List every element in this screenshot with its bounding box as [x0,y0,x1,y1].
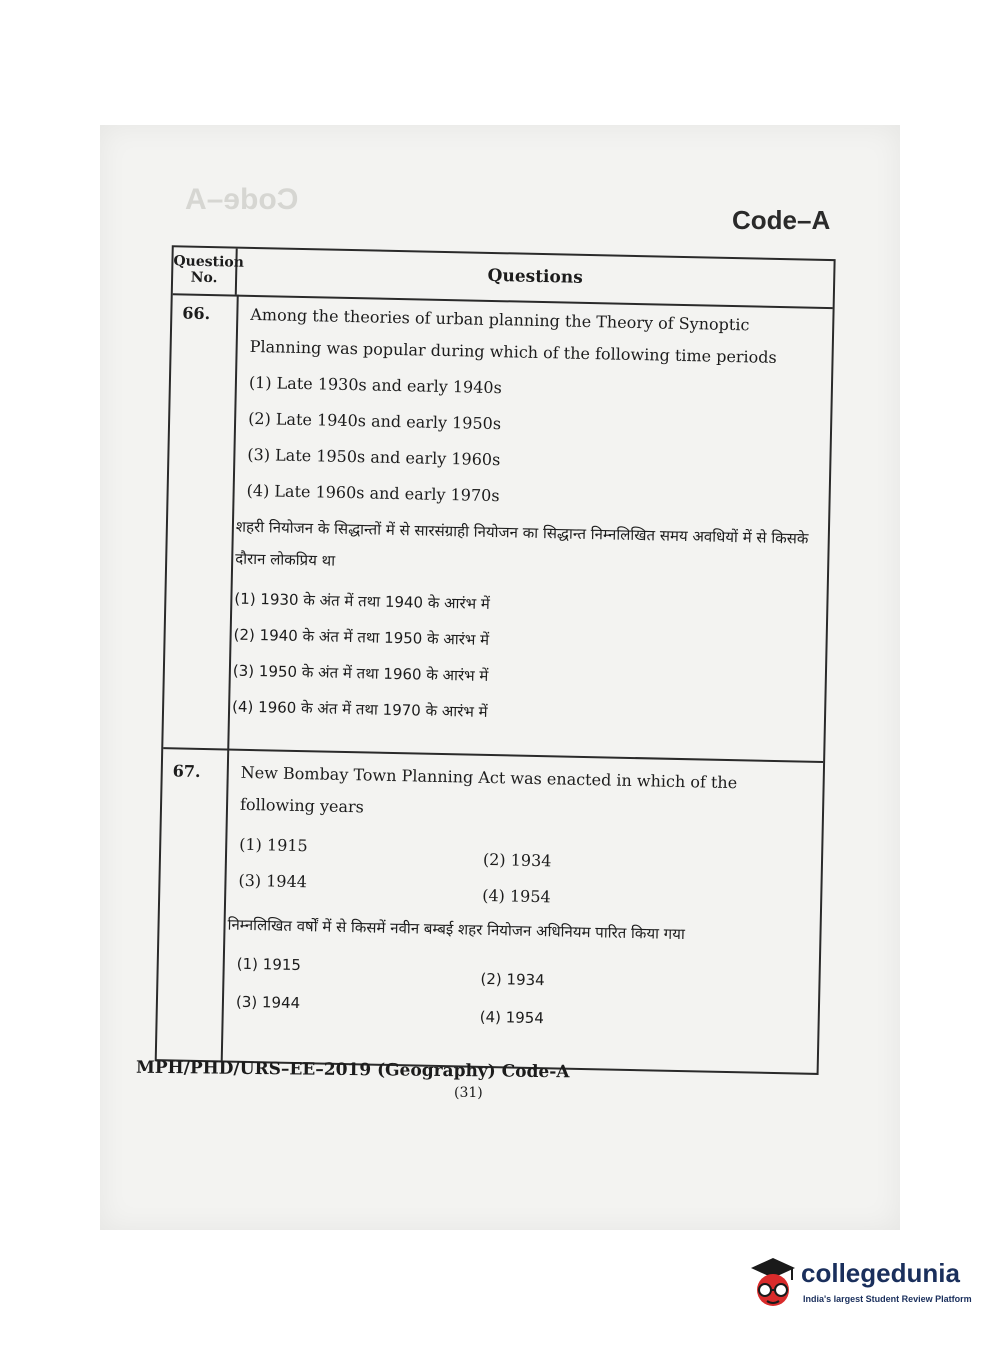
collegedunia-watermark [745,1250,975,1320]
bleed-through-text: Code–A [185,183,299,216]
question-67-text: New Bombay Town Planning Act was enacted in which of the following years [239,762,738,817]
question-67-hindi-option-4: (4) 1954 [479,1007,545,1028]
brand-tagline: India's largest Student Review Platform [803,1294,972,1304]
question-table [155,245,836,1075]
question-67-option-4: (4) 1954 [482,885,551,907]
question-67-hindi-option-3: (3) 1944 [235,992,301,1013]
code-label: Code–A [732,205,831,235]
question-67-option-1: (1) 1915 [239,834,308,856]
question-66-option-3: (3) Late 1950s and early 1960s [247,444,501,470]
question-67-number: 67. [172,761,201,781]
brand-name: collegedunia [801,1258,960,1288]
column-header-questions: Questions [487,265,583,288]
question-66-hindi-option-3: (3) 1950 के अंत में तथा 1960 के आरंभ में [232,661,489,685]
question-66-number: 66. [182,303,211,324]
page-number: (31) [454,1085,483,1101]
column-header-number: Question No. [173,247,238,294]
question-67-option-3: (3) 1944 [238,870,308,892]
question-66-hindi-option-1: (1) 1930 के अंत में तथा 1940 के आरंभ में [234,589,491,613]
question-66-hindi-option-4: (4) 1960 के अंत में तथा 1970 के आरंभ में [231,697,488,721]
question-66-option-4: (4) Late 1960s and early 1970s [246,480,500,506]
question-67-hindi-option-2: (2) 1934 [480,969,545,990]
question-67-option-2: (2) 1934 [482,849,552,871]
question-66-hindi-option-2: (2) 1940 के अंत में तथा 1950 के आरंभ में [233,625,490,649]
question-66-option-2: (2) Late 1940s and early 1950s [247,408,502,434]
paper-code-footer: MPH/PHD/URS–EE–2019 (Geography) Code-A [135,1057,570,1083]
scanned-page [100,125,900,1230]
question-66-option-1: (1) Late 1930s and early 1940s [248,372,502,398]
question-66-hindi-text: शहरी नियोजन के सिद्धान्तों में से सारसंग्राही नियोजन का सिद्धान्त निम्नलिखित समय अवधियों में से किसके दौरान लोकप्रिय था [235,517,809,570]
question-67-hindi-option-1: (1) 1915 [236,954,302,975]
question-sheet [143,235,836,1079]
question-66-text: Among the theories of urban planning the Theory of Synoptic Planning was popular during which of the following time periods [249,304,777,367]
student-face-icon [745,1254,799,1312]
question-67-hindi-text: निम्नलिखित वर्षों में से किसमें नवीन बम्बई शहर नियोजन अधिनियम पारित किया गया [227,915,686,944]
